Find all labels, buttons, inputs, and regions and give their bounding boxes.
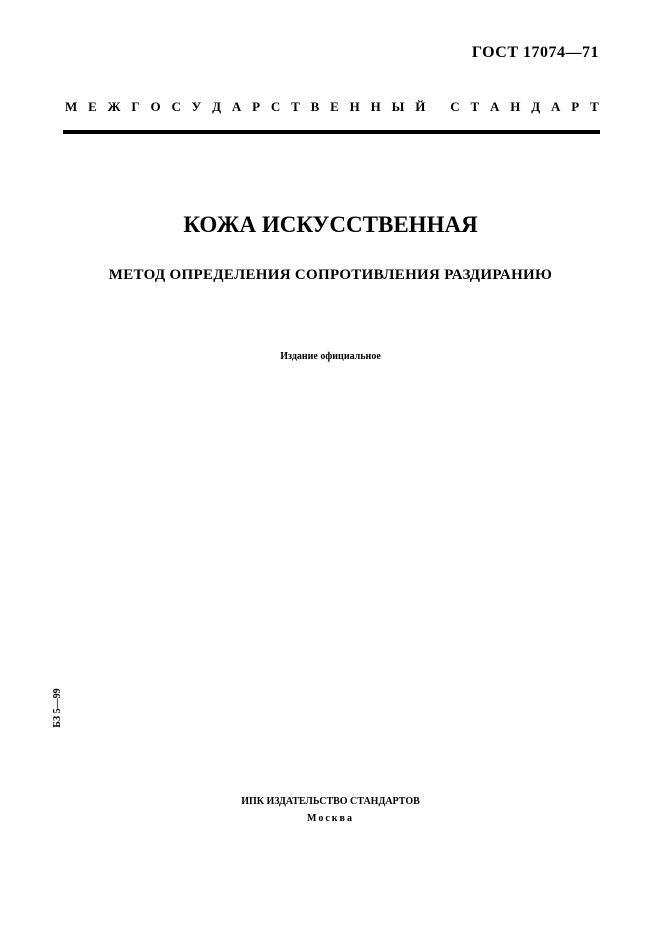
header-letter: Г [131,99,140,114]
header-letter: Е [88,99,97,114]
header-letter: Д [212,99,222,114]
standard-type-header [65,99,599,115]
header-letter: С [450,99,460,114]
header-letter: Н [370,99,381,114]
header-letter: Т [470,99,480,114]
header-letter: А [231,99,242,114]
standard-number: ГОСТ 17074—71 [471,44,599,61]
header-letter: А [490,99,500,114]
header-word-gap [436,99,439,115]
document-title: КОЖА ИСКУССТВЕННАЯ [183,212,478,237]
publisher: ИПК ИЗДАТЕЛЬСТВО СТАНДАРТОВ [241,796,420,807]
header-letter: В [310,99,320,114]
header-letter: Ы [391,99,405,114]
document-subtitle: МЕТОД ОПРЕДЕЛЕНИЯ СОПРОТИВЛЕНИЯ РАЗДИРАНИЮ [108,267,553,283]
header-letter: Т [590,99,599,114]
header-letter: О [150,99,161,114]
publisher-city: Москва [307,813,354,824]
side-code: БЗ 5—99 [52,688,63,728]
header-letter: С [270,99,281,114]
header-letter: Н [349,99,360,114]
header-letter: Р [252,99,261,114]
header-letter: Т [291,99,300,114]
edition-note: Издание официальное [280,351,381,362]
header-letter: М [65,99,78,114]
header-letter: С [171,99,181,114]
header-letter: Е [330,99,339,114]
header-letter: А [551,99,561,114]
header-letter: Р [571,99,580,114]
header-letter: Й [415,99,426,114]
header-rule [63,130,600,134]
header-letter: Н [510,99,521,114]
header-letter: У [191,99,202,114]
header-letter: Ж [107,99,121,114]
header-letter: Д [531,99,541,114]
